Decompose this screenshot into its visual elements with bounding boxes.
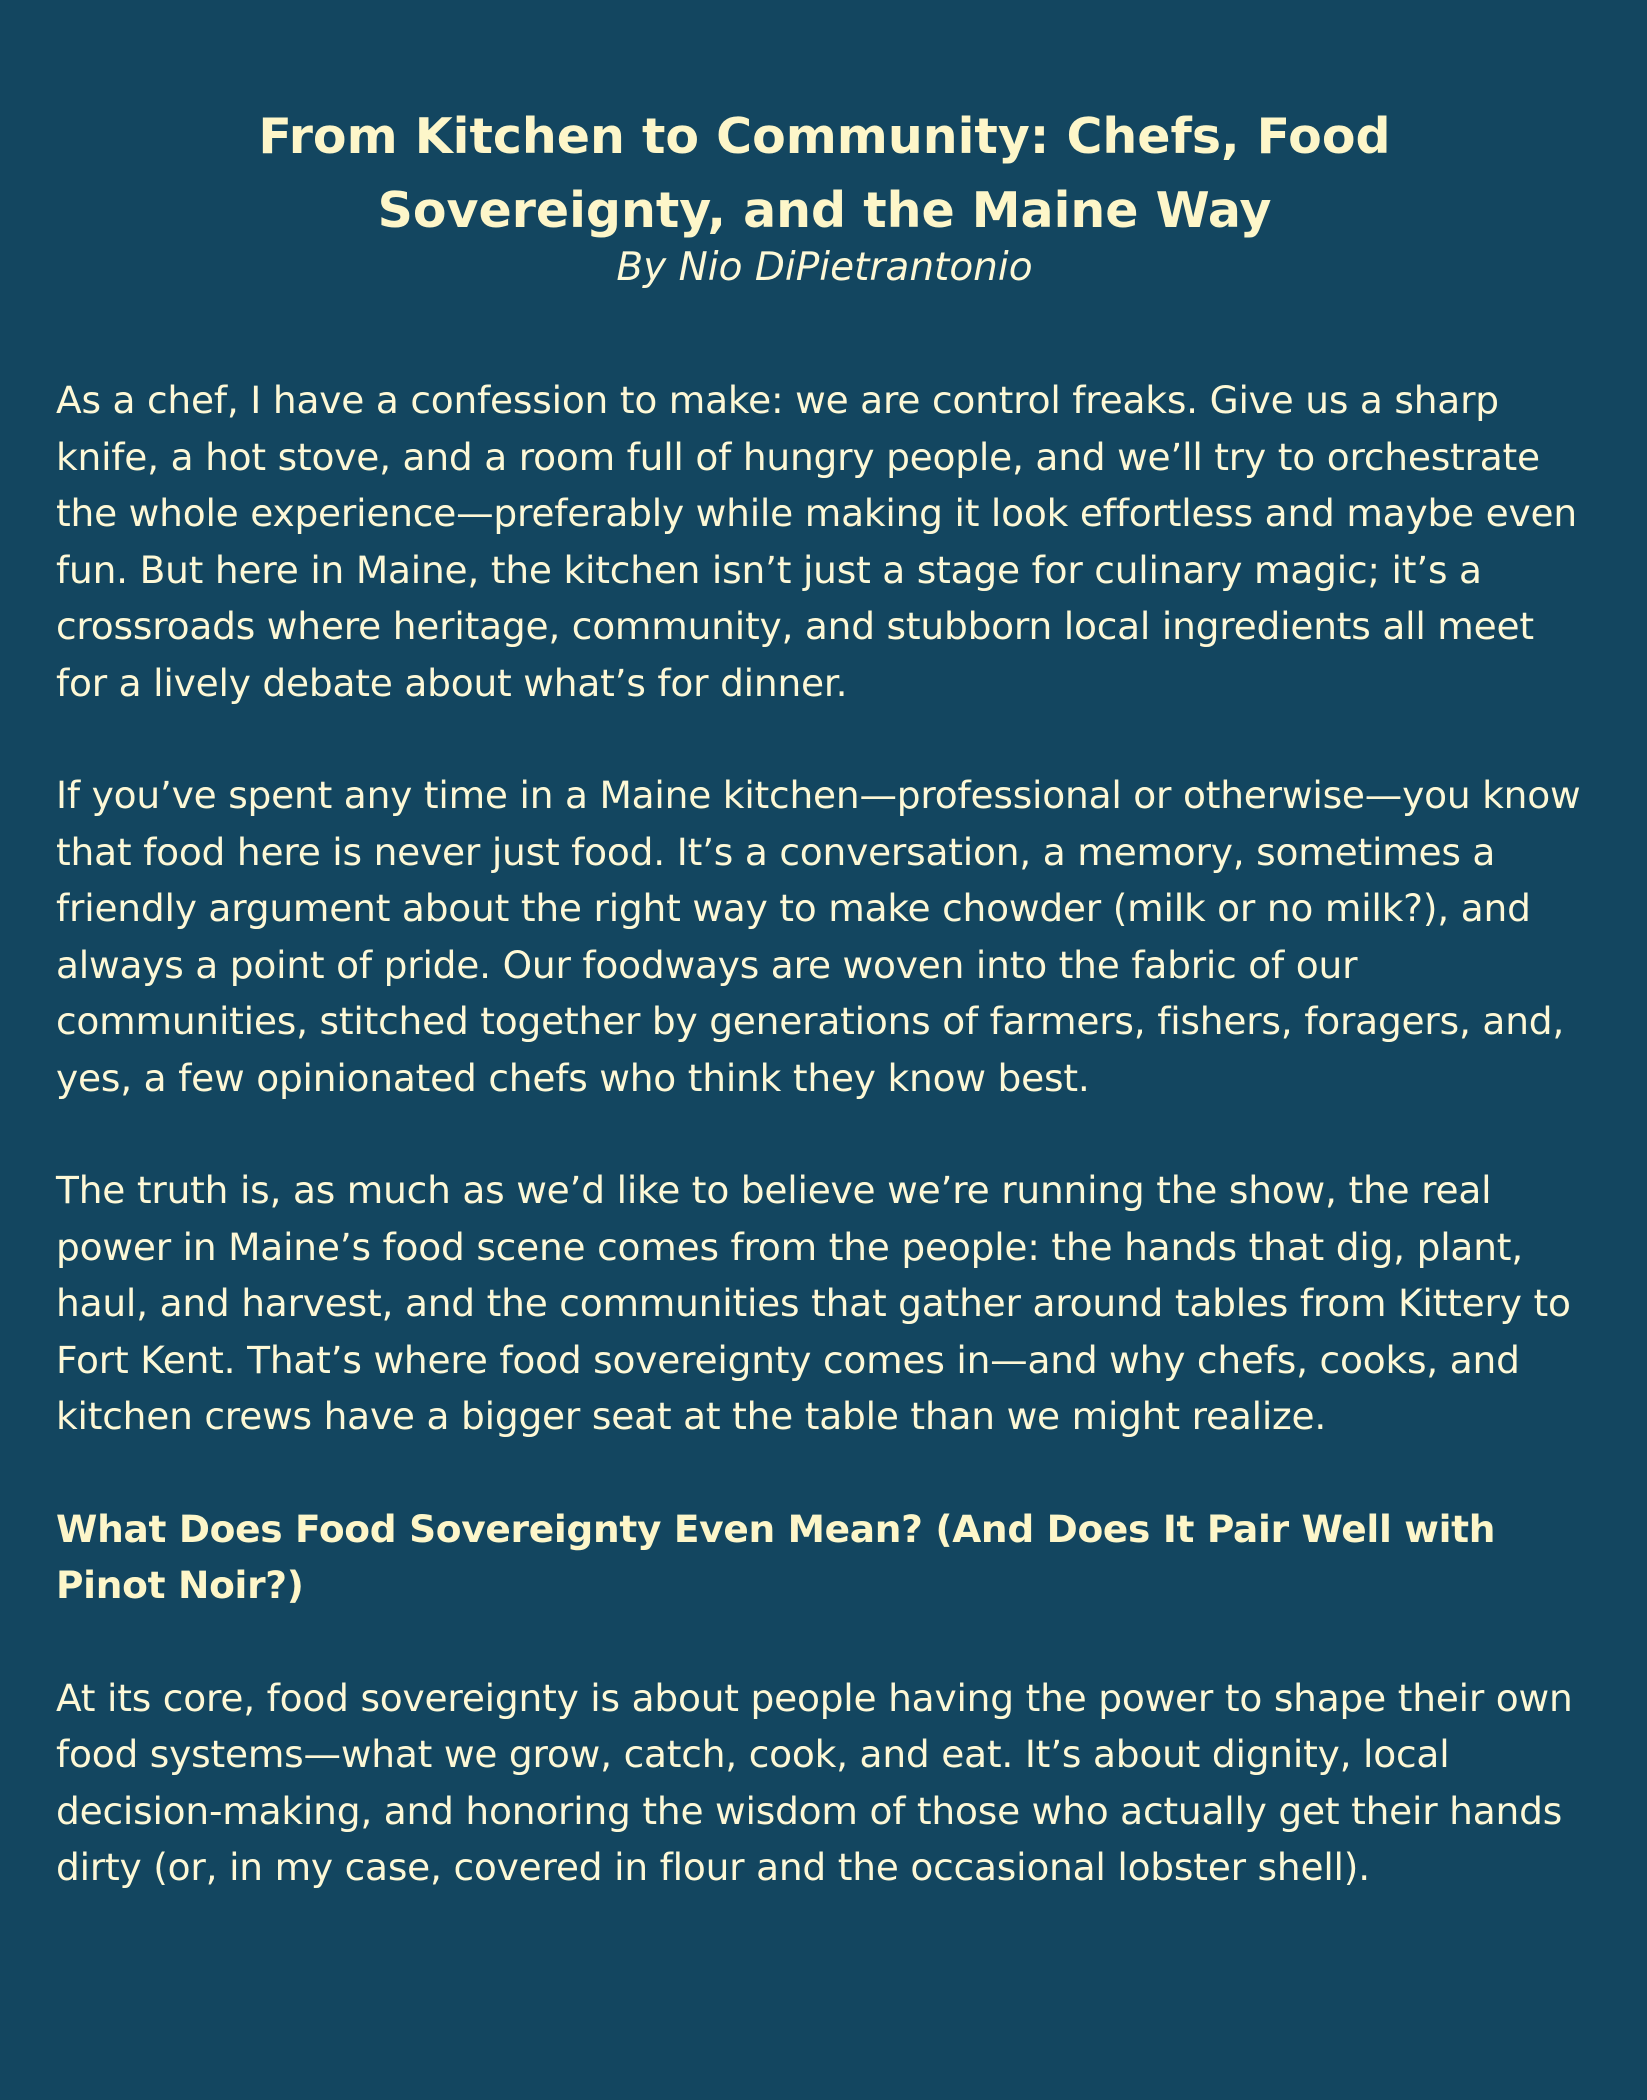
article-paragraph: As a chef, I have a confession to make: we are control freaks. Give us a sharp knife, a hot stove, and a room full of hungry people, and we’ll try to orchestrate the whole experience—preferably while making it look effortless and maybe even fun. But here in Maine, the kitchen isn’t just a stage for culinary magic; it’s a crossroads where heritage, community, and stubborn local ingredients all meet for a lively debate about what’s for dinner. [56, 378, 1577, 705]
section-heading: What Does Food Sovereignty Even Mean? (And Does It Pair Well with Pinot Noir?) [56, 1506, 1496, 1607]
article-paragraph: At its core, food sovereignty is about people having the power to shape their own food systems—what we grow, catch, cook, and eat. It’s about dignity, local decision-making, and honoring the wisdom of those who actually get their hands dirty (or, in my case, covered in flour and the occasional lobster shell). [56, 1675, 1573, 1889]
article-paragraph: The truth is, as much as we’d like to believe we’re running the show, the real power in Maine’s food scene comes from the people: the hands that dig, plant, haul, and harvest, and the communities that gather around tables from Kittery to Fort Kent. That’s where food sovereignty comes in—and why chefs, cooks, and kitchen crews have a bigger seat at the table than we might realize. [56, 1168, 1571, 1438]
article-page [0, 100, 1647, 2100]
article-byline: By Nio DiPietrantonio [616, 245, 1033, 290]
article-paragraph: If you’ve spent any time in a Maine kitchen—professional or otherwise—you know that food here is never just food. It’s a conversation, a memory, sometimes a friendly argument about the right way to make chowder (milk or no milk?), and always a point of pride. Our foodways are woven into the fabric of our communities, stitched together by generations of farmers, fishers, foragers, and, yes, a few opinionated chefs who think they know best. [56, 773, 1581, 1100]
article-title: From Kitchen to Community: Chefs, Food Sovereignty, and the Maine Way [258, 108, 1391, 239]
